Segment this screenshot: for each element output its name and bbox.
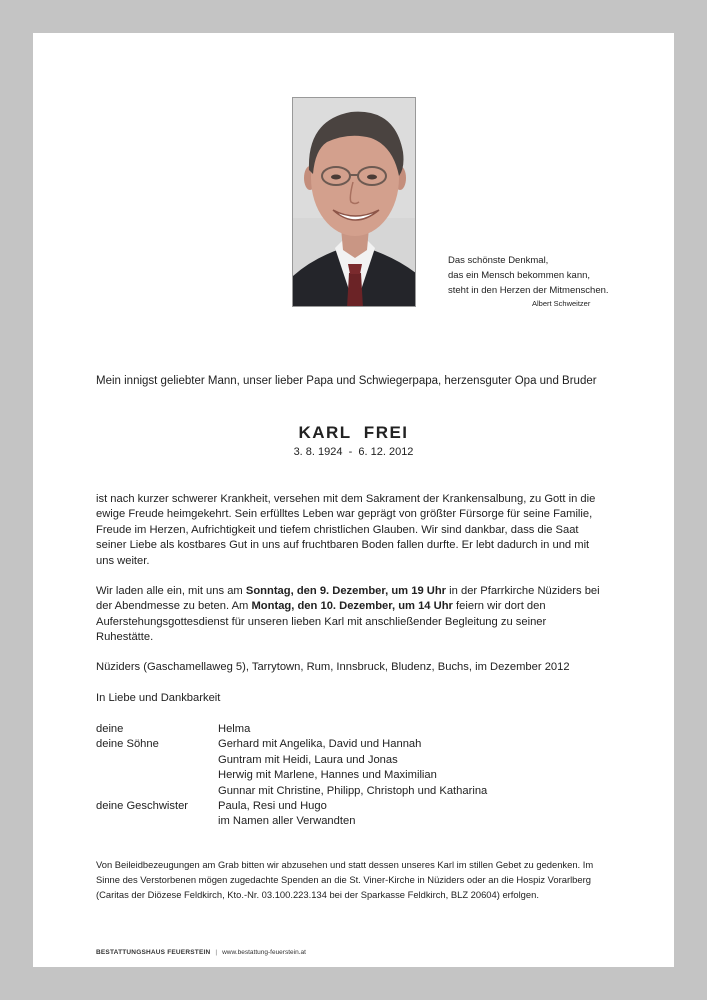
family-row — [96, 799, 616, 814]
intro-line: Mein innigst geliebter Mann, unser lieber Papa und Schwiegerpapa, herzensguter Opa und Bruder — [96, 375, 597, 387]
family-role — [96, 784, 218, 799]
family-role — [96, 753, 218, 768]
service-text-2: in der Pfarrkirche Nüziders bei der Abendmesse zu beten. Am — [96, 585, 600, 613]
family-role — [96, 814, 218, 829]
family-names: Gunnar mit Christine, Philipp, Christoph und Katharina — [218, 784, 488, 797]
portrait-photo — [292, 97, 416, 307]
footer — [96, 949, 306, 956]
family-row — [96, 814, 616, 829]
family-names: Herwig mit Marlene, Hannes und Maximilian — [218, 769, 437, 782]
family-row — [96, 753, 616, 768]
closing-line: In Liebe und Dankbarkeit — [96, 692, 221, 704]
family-role: deine — [96, 723, 124, 735]
family-row — [96, 722, 616, 737]
family-row — [96, 784, 616, 799]
funeral-home-name: BESTATTUNGSHAUS FEUERSTEIN — [96, 949, 211, 956]
footer-separator: | — [215, 949, 218, 956]
family-list — [96, 722, 616, 830]
quote-line-1: Das schönste Denkmal, — [448, 255, 549, 266]
quote-author: Albert Schweitzer — [532, 299, 591, 308]
service-text-1: Wir laden alle ein, mit uns am — [96, 585, 246, 597]
service-date-2: Montag, den 10. Dezember, um 14 Uhr — [251, 600, 453, 613]
life-dates: 3. 8. 1924 - 6. 12. 2012 — [293, 446, 414, 458]
family-row — [96, 737, 616, 752]
deceased-name: KARL FREI — [298, 423, 409, 442]
family-names: Gerhard mit Angelika, David und Hannah — [218, 738, 422, 751]
quote-line-3: steht in den Herzen der Mitmenschen. — [448, 285, 609, 296]
funeral-home-url[interactable]: www.bestattung-feuerstein.at — [222, 949, 306, 956]
family-row — [96, 768, 616, 783]
service-date-1: Sonntag, den 9. Dezember, um 19 Uhr — [245, 585, 447, 597]
family-names: Helma — [218, 723, 251, 735]
family-names: Paula, Resi und Hugo — [218, 800, 327, 813]
quote-line-2: das ein Mensch bekommen kann, — [448, 270, 591, 281]
donation-notice: Von Beileidbezeugungen am Grab bitten wir abzusehen und statt dessen unseres Karl im stillen Gebet zu gedenken. Im Sinne des Verstorbenen mögen zugedachte Spenden an die St. Viner-Kirche in Nüziders oder an die Hospiz Vorarlberg (Caritas der Diözese Feldkirch, Kto.-Nr. 03.100.223.134 bei der Sparkasse Feldkirch, BLZ 20604) erfolgen. — [96, 859, 594, 900]
place-date-line: Nüziders (Gaschamellaweg 5), Tarrytown, Rum, Innsbruck, Bludenz, Buchs, im Dezember 2012 — [96, 661, 570, 673]
service-text-3: feiern wir dort den Auferstehungsgottesdienst für unseren lieben Karl mit anschließender Begleitung zu seiner Ruhestätte. — [96, 600, 547, 644]
family-names: im Namen aller Verwandten — [218, 815, 356, 828]
announcement-paragraph: ist nach kurzer schwerer Krankheit, versehen mit dem Sakrament der Krankensalbung, zu Gott in die ewige Freude heimgekehrt. Sein erfülltes Leben war geprägt von größter Fürsorge für seine Familie, Freude im Herzen, Aufrichtigkeit und tiefem christlichen Glauben. Wir sind dankbar, dass die Saat seiner Liebe als kostbares Gut in uns auf fruchtbaren Boden fallen durfte. Er lebt dadurch in und mit uns weiter. — [96, 493, 596, 567]
epitaph-quote — [448, 253, 648, 309]
family-role — [96, 768, 218, 783]
service-paragraph — [96, 584, 606, 646]
obituary-sheet — [33, 33, 674, 967]
portrait-illustration — [293, 98, 416, 307]
family-role: deine Geschwister — [96, 800, 189, 813]
family-names: Guntram mit Heidi, Laura und Jonas — [218, 753, 398, 766]
family-role: deine Söhne — [96, 738, 159, 751]
